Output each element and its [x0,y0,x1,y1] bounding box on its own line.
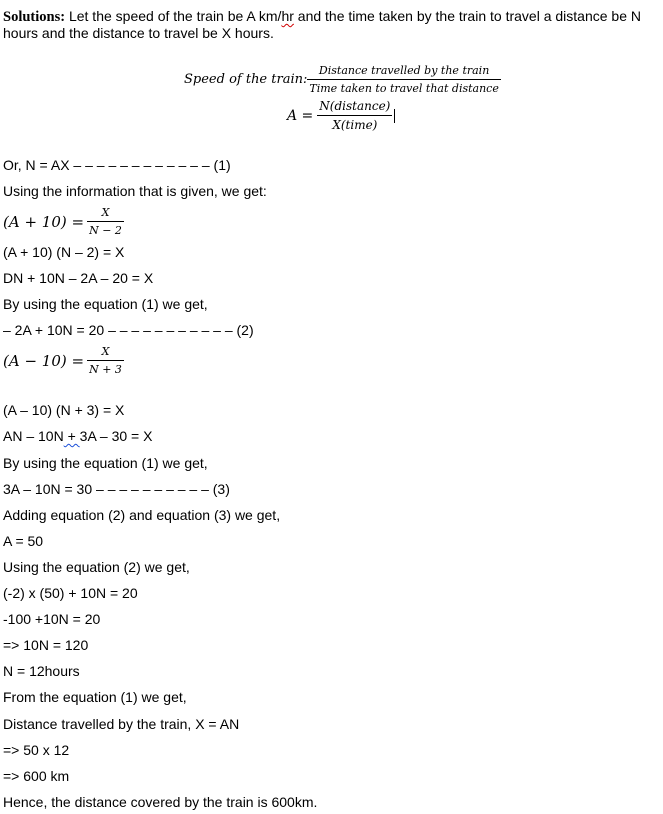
line-18: From the equation (1) we get, [3,689,187,705]
speed-formula-fraction [307,64,500,95]
a-formula-fraction [317,99,392,132]
solutions-label: Solutions: [3,9,66,25]
line-20: => 50 x 12 [3,742,70,758]
line-7: (A – 10) (N + 3) = X [3,402,125,418]
line-8 [3,428,152,444]
line-22: Hence, the distance covered by the train is 600km. [3,794,318,810]
formula-a-minus-10-fraction [87,345,124,376]
line-2: Using the information that is given, we get: [3,183,267,199]
formula-a-plus-10-lhs: (A + 10) = [3,212,85,231]
line-5: By using the equation (1) we get, [3,296,208,312]
intro-text-hr: hr [281,8,294,24]
formula-a-plus-10 [3,206,124,237]
speed-formula-denominator: Time taken to travel that distance [309,82,499,95]
line-3: (A + 10) (N – 2) = X [3,244,125,260]
formula-a-plus-10-numerator: X [87,206,124,222]
line-8-part-a: AN – 10N [3,428,64,444]
line-16: => 10N = 120 [3,637,89,653]
a-formula-denominator: X(time) [332,118,378,132]
line-8-part-c: 3A – 30 = X [79,428,153,444]
line-17: N = 12hours [3,663,80,679]
line-10: 3A – 10N = 30 – – – – – – – – – – (3) [3,481,230,497]
formula-a-plus-10-denominator: N − 2 [89,224,122,237]
line-19: Distance travelled by the train, X = AN [3,716,240,732]
intro-text-a: Let the speed of the train be A km/ [65,8,282,24]
intro-paragraph [3,8,655,41]
intro-text-b: and the time taken by the train to travel a distance be N hours and the distance to travel be X hours. [3,8,641,41]
formula-a-minus-10-numerator: X [87,345,124,361]
line-1: Or, N = AX – – – – – – – – – – – – (1) [3,157,231,173]
formula-a-minus-10 [3,345,124,376]
line-12: A = 50 [3,533,44,549]
speed-formula-lhs: Speed of the train: [184,72,308,87]
line-4: DN + 10N – 2A – 20 = X [3,270,154,286]
line-14: (-2) x (50) + 10N = 20 [3,585,138,601]
line-21: => 600 km [3,768,70,784]
speed-formula-numerator: Distance travelled by the train [307,64,500,80]
speed-formula [184,64,501,95]
line-11: Adding equation (2) and equation (3) we get, [3,507,281,523]
line-9: By using the equation (1) we get, [3,455,208,471]
text-cursor [394,109,395,123]
line-6: – 2A + 10N = 20 – – – – – – – – – – – (2) [3,322,254,338]
line-15: -100 +10N = 20 [3,611,101,627]
a-formula-numerator: N(distance) [317,99,392,116]
line-13: Using the equation (2) we get, [3,559,190,575]
formula-a-minus-10-lhs: (A − 10) = [3,351,85,370]
line-8-part-b: + [63,428,80,444]
formula-a-plus-10-fraction [87,206,124,237]
a-formula-lhs: A = [287,107,314,124]
formula-a-minus-10-denominator: N + 3 [89,363,122,376]
a-formula [287,99,395,132]
